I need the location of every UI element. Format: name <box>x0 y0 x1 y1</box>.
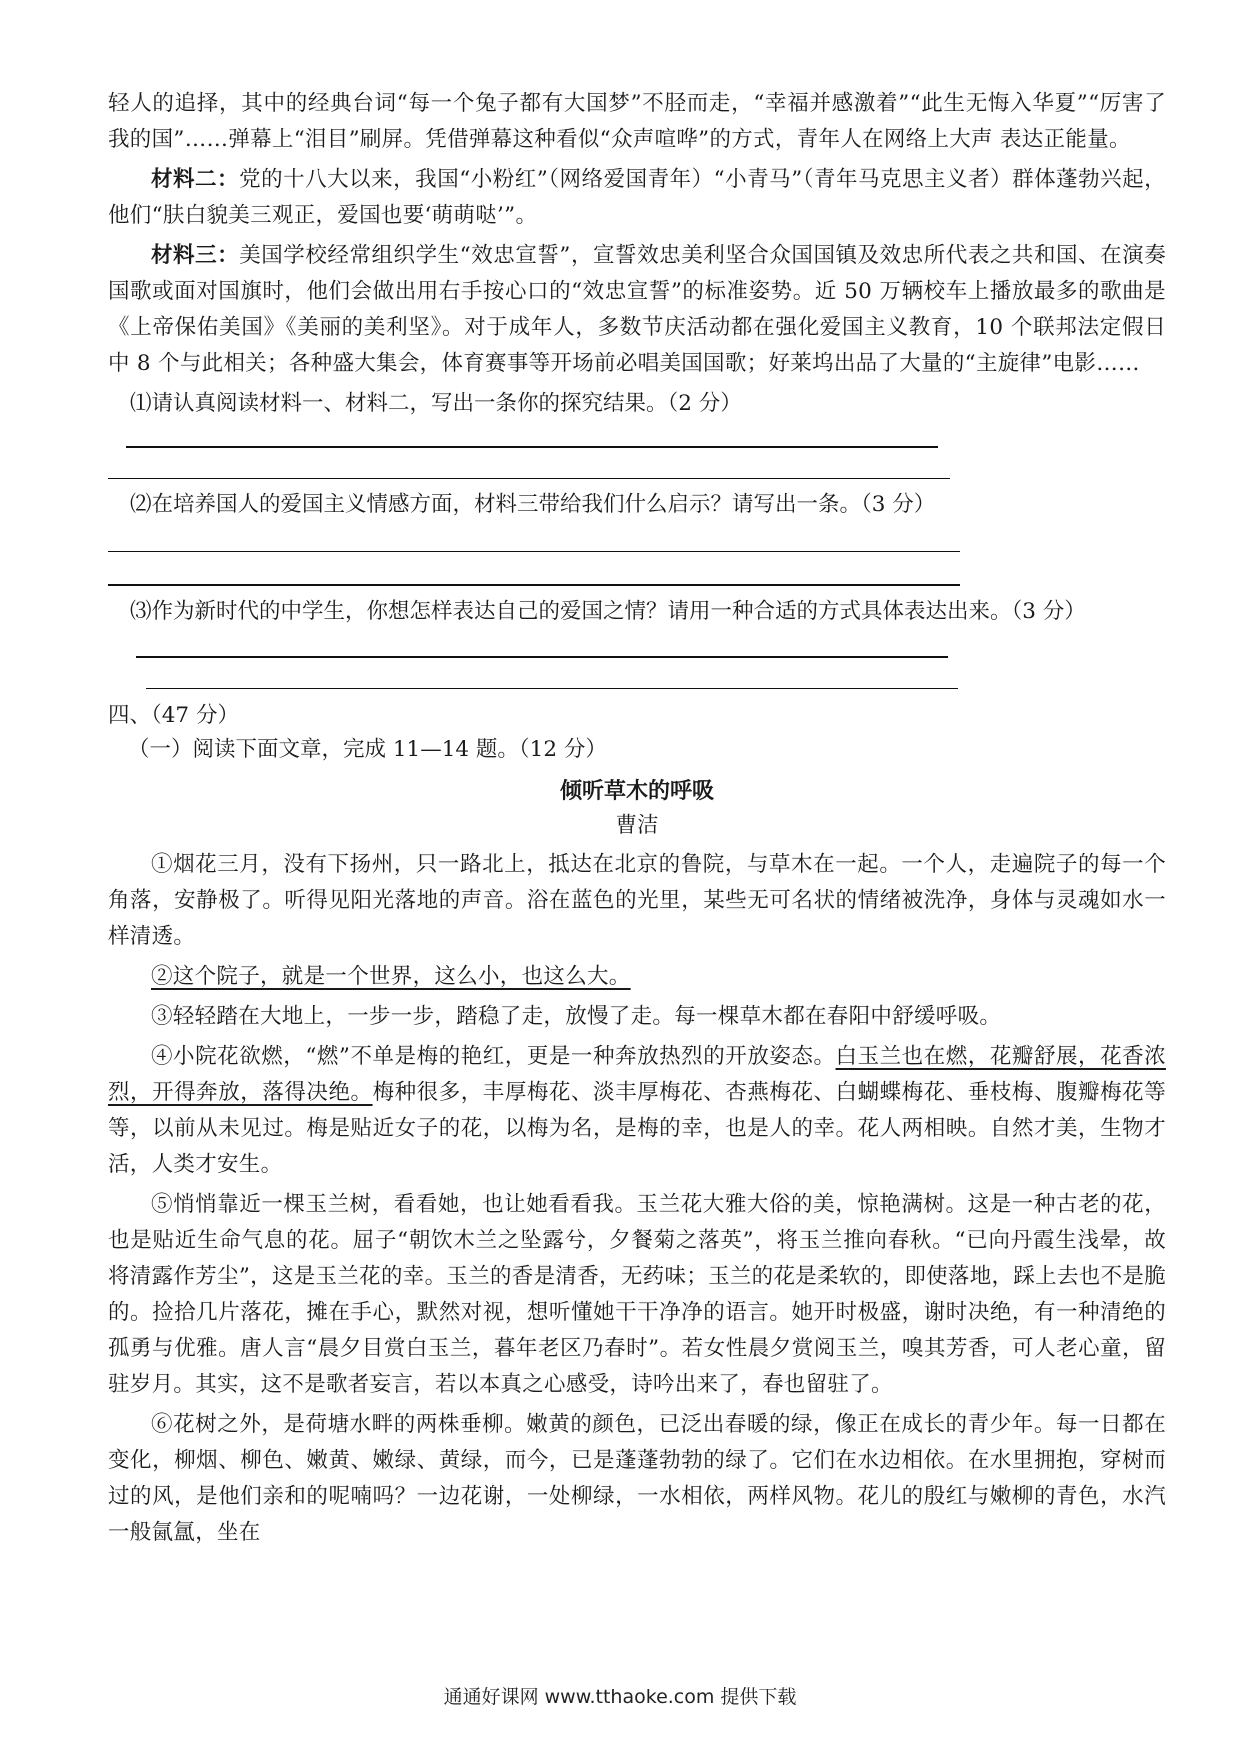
answer-line <box>126 446 938 448</box>
exam-page <box>108 86 1166 1555</box>
material-3-text: 美国学校经常组织学生“效忠宣誓”，宣誓效忠美利坚合众国国镇及效忠所代表之共和国、在演奏国歌或面对国旗时，他们会做出用右手按心口的“效忠宣誓”的标准姿势。近 50 万辆校车上播放最多的歌曲是《上帝保佑美国》《美丽的美利坚》。对于成年人，多数节庆活动都在强化爱国主义教育，10 个联邦法定假日中 8 个与此相关；各种盛大集会，体育赛事等开场前必唱美国国歌；好莱坞出品了大量的“主旋律”电影…… <box>108 243 1167 376</box>
material-2-text: 党的十八大以来，我国“小粉红”（网络爱国青年）“小青马”（青年马克思主义者）群体蓬勃兴起，他们“肤白貌美三观正，爱国也要‘萌萌哒’”。 <box>108 167 1166 228</box>
material-3-label: 材料三： <box>151 243 240 268</box>
section-heading: 四、（47 分） <box>108 703 239 728</box>
question-1: ⑴请认真阅读材料一、材料二，写出一条你的探究结果。（2 分） <box>130 391 742 416</box>
answer-area-2[interactable] <box>108 523 1166 586</box>
article-paragraph-5: ⑤悄悄靠近一棵玉兰树，看看她，也让她看看我。玉兰花大雅大俗的美，惊艳满树。这是一种古老的花，也是贴近生命气息的花。屈子“朝饮木兰之坠露兮，夕餐菊之落英”，将玉兰推向春秋。“已向丹霞生浅晕，故将清露作芳尘”，这是玉兰花的幸。玉兰的香是清香，无药味；玉兰的花是柔软的，即使落地，踩上去也不是脆的。捡拾几片落花，摊在手心，默然对视，想听懂她干干净净的语言。她开时极盛，谢时决绝，有一种清绝的孤勇与优雅。唐人言“晨夕目赏白玉兰，暮年老区乃春时”。若女性晨夕赏阅玉兰，嗅其芳香，可人老心童，留驻岁月。其实，这不是歌者妄言，若以本真之心感受，诗吟出来了，春也留驻了。 <box>108 1192 1166 1397</box>
article-title: 倾听草木的呼吸 <box>559 778 714 804</box>
answer-area-1[interactable] <box>108 422 1166 479</box>
section-subheading: （一）阅读下面文章，完成 11—14 题。（12 分） <box>128 737 607 762</box>
answer-line <box>108 584 960 586</box>
material-3 <box>108 238 1166 382</box>
paragraph-4-part-a: ④小院花欲燃，“燃”不单是梅的艳红，更是一种奔放热烈的开放姿态。 <box>151 1044 836 1069</box>
article-paragraph-2 <box>108 959 1166 995</box>
article-paragraph-1: ①烟花三月，没有下扬州，只一路北上，抵达在北京的鲁院，与草木在一起。一个人，走遍院子的每一个角落，安静极了。听得见阳光落地的声音。浴在蓝色的光里，某些无可名状的情绪被洗净，身体与灵魂如水一样清透。 <box>108 852 1166 949</box>
article-paragraph-6: ⑥花树之外，是荷塘水畔的两株垂柳。嫩黄的颜色，已泛出春暖的绿，像正在成长的青少年。每一日都在变化，柳烟、柳色、嫩黄、嫩绿、黄绿，而今，已是蓬蓬勃勃的绿了。它们在水边相依。在水里拥抱，穿树而过的风，是他们亲和的呢喃吗？一边花谢，一处柳绿，一水相依，两样风物。花儿的殷红与嫩柳的青色，水汽一般氤氲，坐在 <box>108 1412 1166 1545</box>
question-2: ⑵在培养国人的爱国主义情感方面，材料三带给我们什么启示？请写出一条。（3 分） <box>130 492 936 517</box>
article-paragraph-3: ③轻轻踏在大地上，一步一步，踏稳了走，放慢了走。每一棵草木都在春阳中舒缓呼吸。 <box>151 1004 1002 1029</box>
paragraph-4-part-c: 梅种很多，丰厚梅花、淡丰厚梅花、杏燕梅花、白蝴蝶梅花、垂枝梅、腹瓣梅花等等，以前从未见过。梅是贴近女子的花，以梅为名，是梅的幸，也是人的幸。花人两相映。自然才美，生物才活，人类才安生。 <box>108 1080 1166 1177</box>
material-1-continuation: 轻人的追择，其中的经典台词“每一个兔子都有大国梦”不胫而走，“幸福并感激着”“此生无悔入华夏”“厉害了我的国”……弹幕上“泪目”刷屏。凭借弹幕这种看似“众声喧哗”的方式，青年人在网络上大声 表达正能量。 <box>108 91 1166 152</box>
material-2 <box>108 162 1166 234</box>
question-3: ⑶作为新时代的中学生，你想怎样表达自己的爱国之情？请用一种合适的方式具体表达出来。（3 分） <box>130 599 1086 624</box>
article-author: 曹洁 <box>615 813 659 838</box>
material-2-label: 材料二： <box>151 167 240 192</box>
answer-line <box>146 688 958 689</box>
answer-line <box>136 656 948 658</box>
article-paragraph-4 <box>108 1039 1166 1183</box>
answer-line <box>108 478 950 479</box>
underlined-sentence: 白玉兰也在燃，花瓣舒展，花香浓烈，开得奔放，落得决绝。 <box>108 1044 1166 1105</box>
answer-line <box>108 551 960 552</box>
page-footer: 通通好课网 www.tthaoke.com 提供下载 <box>443 1686 797 1708</box>
answer-area-3[interactable] <box>108 630 1166 689</box>
underlined-sentence: ②这个院子，就是一个世界，这么小，也这么大。 <box>151 964 631 989</box>
